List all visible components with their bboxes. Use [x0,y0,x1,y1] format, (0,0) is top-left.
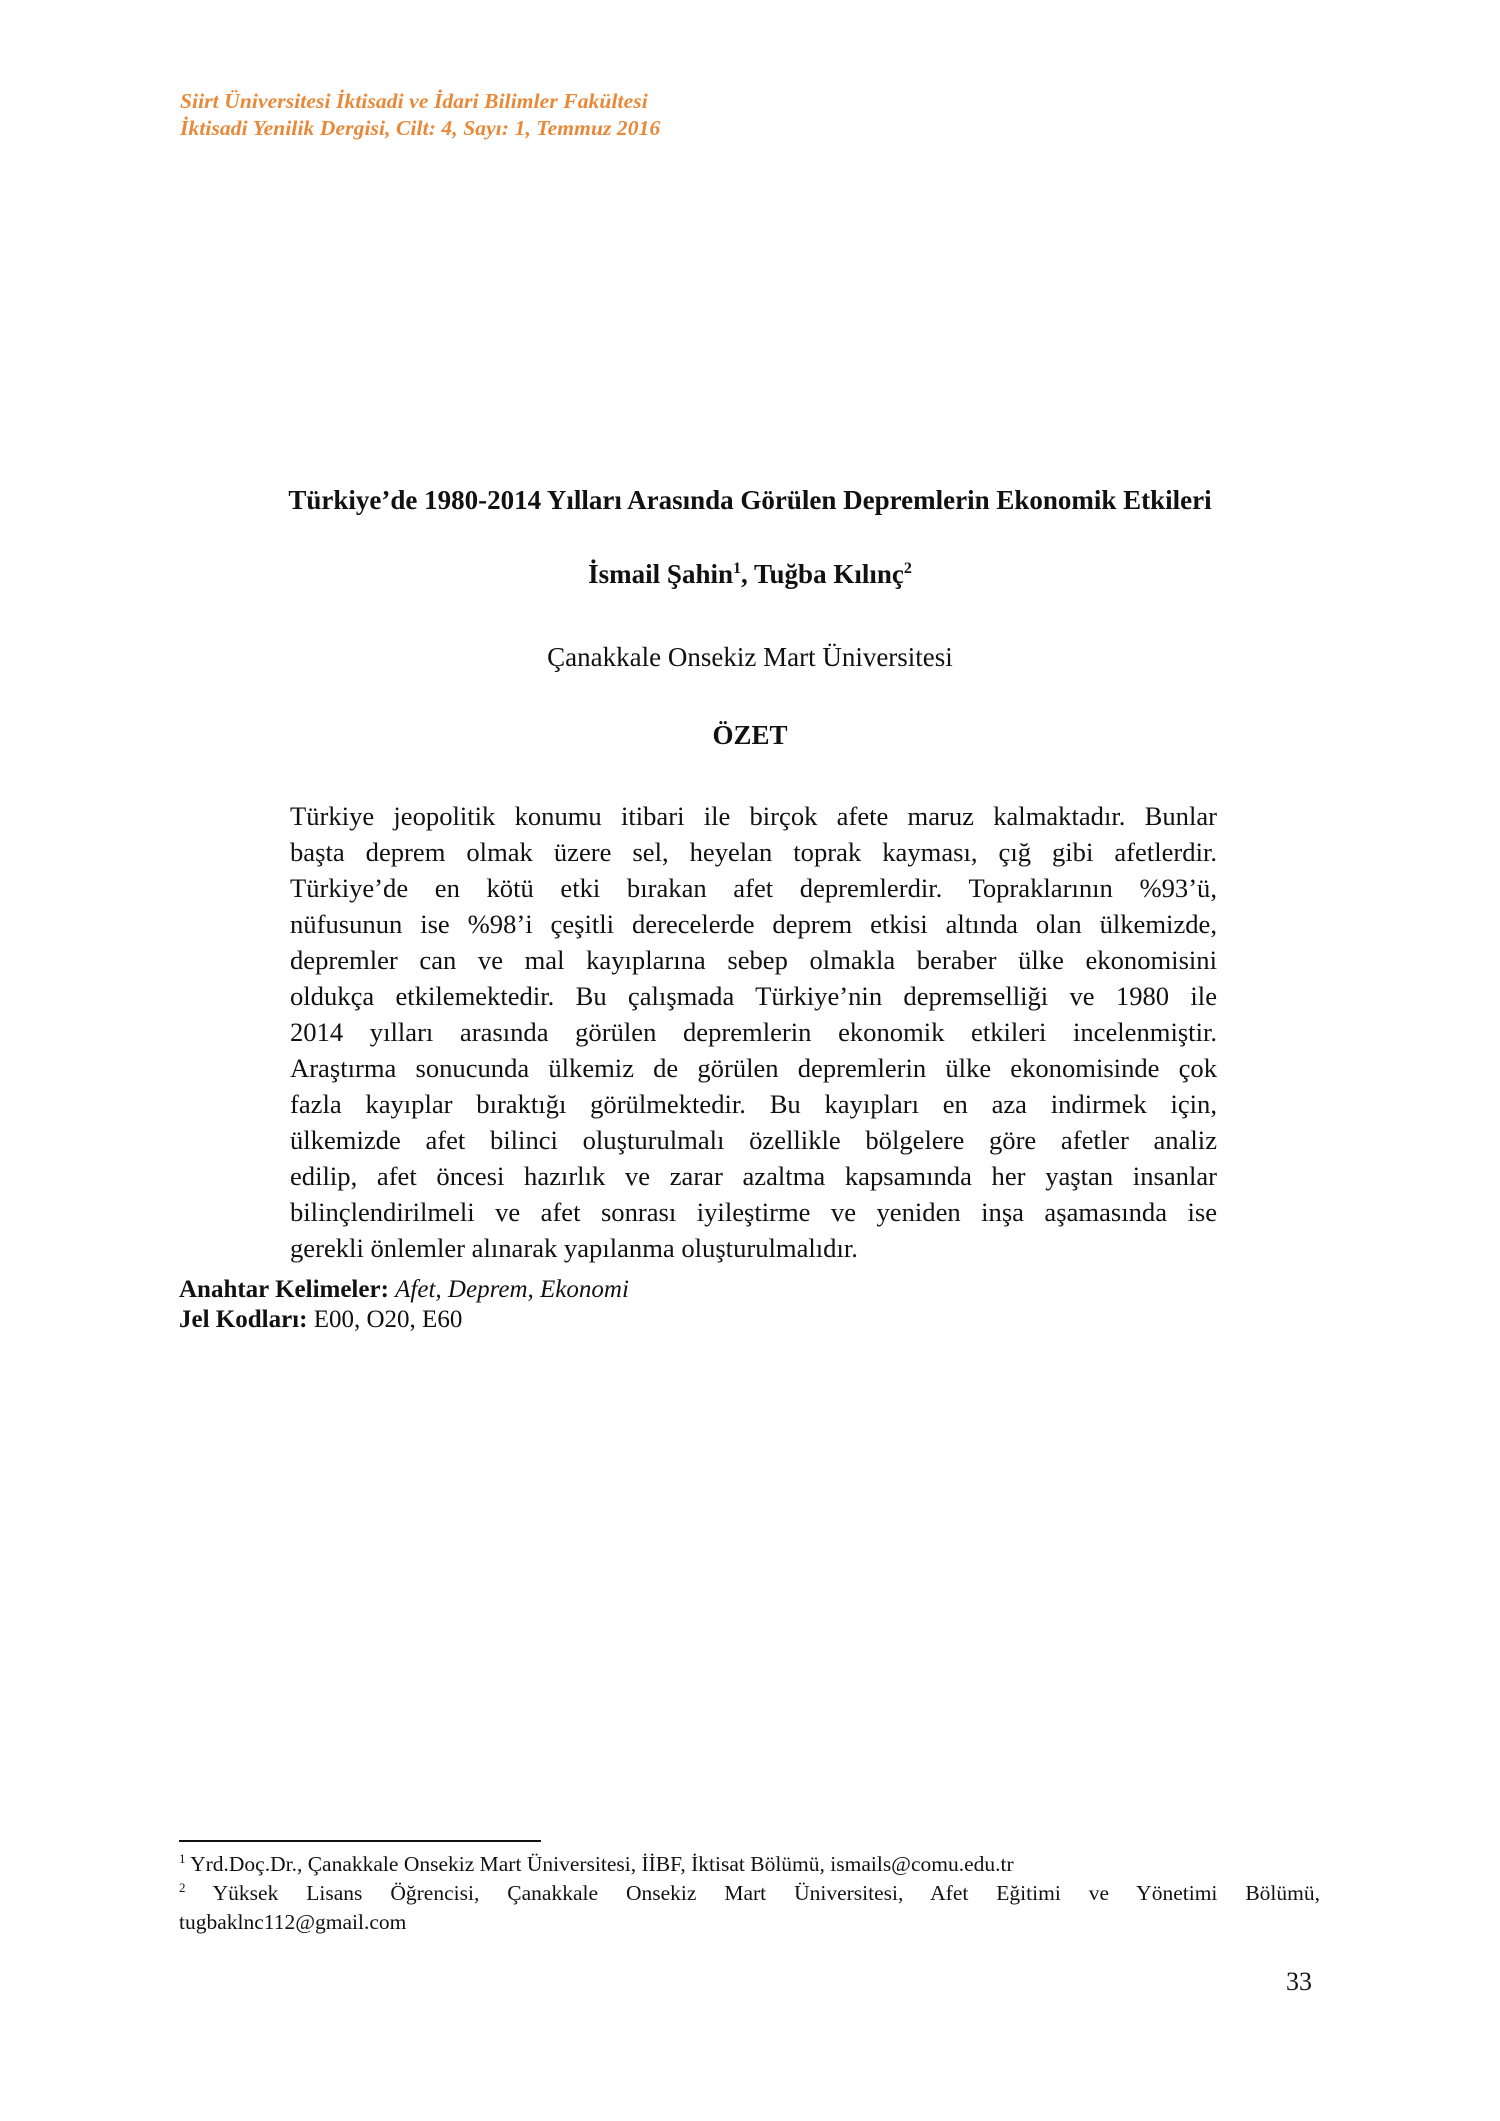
footnote-mark: 1 [179,1851,186,1866]
abstract-line: edilip, afet öncesi hazırlık ve zarar azaltma kapsamında her yaştan insanlar [290,1161,1217,1191]
abstract-line: bilinçlendirilmeli ve afet sonrası iyileştirme ve yeniden inşa aşamasında ise [290,1197,1217,1227]
keywords-value: Afet, Deprem, Ekonomi [395,1276,629,1303]
footnote-ref[interactable]: 1 [732,560,741,577]
author-name: Tuğba Kılınç [754,559,904,589]
abstract-line: başta deprem olmak üzere sel, heyelan toprak kayması, çığ gibi afetlerdir. [290,837,1217,867]
abstract-heading: ÖZET [712,720,788,750]
abstract-line: oldukça etkilemektedir. Bu çalışmada Türkiye’nin depremselliği ve 1980 ile [290,981,1217,1011]
page-number: 33 [1286,1967,1312,1996]
footnote-2 [179,1879,1320,1908]
keywords [179,1275,629,1305]
author-separator: , [740,559,754,589]
journal-header-faculty: Siirt Üniversitesi İktisadi ve İdari Bilimler Fakültesi [180,89,648,113]
paper-title: Türkiye’de 1980-2014 Yılları Arasında Görülen Depremlerin Ekonomik Etkileri [288,485,1212,515]
footnote-divider [179,1840,541,1842]
abstract-body [290,798,1217,1266]
abstract-line: fazla kayıplar bıraktığı görülmektedir. Bu kayıpları en aza indirmek için, [290,1089,1217,1119]
authors [0,557,1500,591]
author-name: İsmail Şahin [588,559,733,589]
abstract-line: 2014 yılları arasında görülen depremlerin ekonomik etkileri incelenmiştir. [290,1017,1217,1047]
abstract-line: nüfusunun ise %98’i çeşitli derecelerde deprem etkisi altında olan ülkemizde, [290,909,1217,939]
jel-value: E00, O20, E60 [313,1306,463,1333]
footnote-2-email: tugbaklnc112@gmail.com [179,1910,407,1934]
keywords-label: Anahtar Kelimeler: [179,1276,389,1303]
footnote-ref[interactable]: 2 [903,560,912,577]
footnotes [179,1850,1320,1937]
abstract-line: depremler can ve mal kayıplarına sebep olmakla beraber ülke ekonomisini [290,945,1217,975]
jel-codes [179,1305,629,1335]
abstract-line: ülkemizde afet bilinci oluşturulmalı özellikle bölgelere göre afetler analiz [290,1125,1217,1155]
footnote-text: Yrd.Doç.Dr., Çanakkale Onsekiz Mart Üniversitesi, İİBF, İktisat Bölümü, ismails@comu.edu.tr [190,1852,1014,1876]
journal-header-issue: İktisadi Yenilik Dergisi, Cilt: 4, Sayı: 1, Temmuz 2016 [180,116,661,140]
abstract-line: Türkiye’de en kötü etki bırakan afet depremlerdir. Topraklarının %93’ü, [290,873,1217,903]
keywords-block [179,1275,629,1335]
abstract-line: Türkiye jeopolitik konumu itibari ile birçok afete maruz kalmaktadır. Bunlar [290,801,1217,831]
footnote-mark: 2 [179,1880,186,1895]
footnote-text: Yüksek Lisans Öğrencisi, Çanakkale Onsekiz Mart Üniversitesi, Afet Eğitimi ve Yönetimi Bölümü, [212,1881,1321,1905]
footnote-1 [179,1850,1320,1879]
journal-header [180,88,660,142]
affiliation: Çanakkale Onsekiz Mart Üniversitesi [547,642,953,672]
jel-label: Jel Kodları: [179,1306,308,1333]
abstract-line: gerekli önlemler alınarak yapılanma oluşturulmalıdır. [290,1233,858,1263]
abstract-line: Araştırma sonucunda ülkemiz de görülen depremlerin ülke ekonomisinde çok [290,1053,1217,1083]
